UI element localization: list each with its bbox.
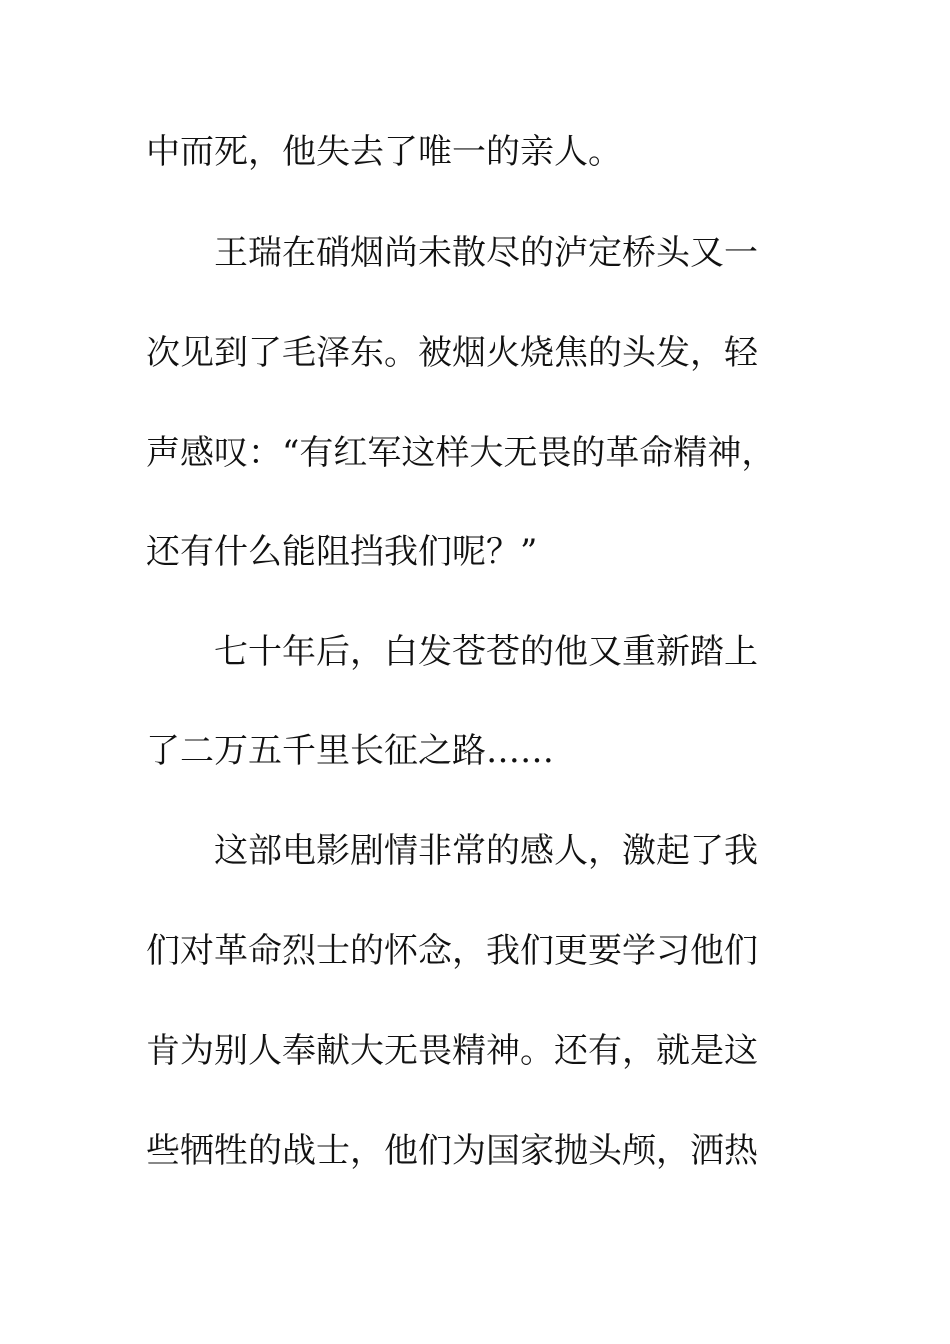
text-line-4: 声感叹：“有红军这样大无畏的革命精神， — [146, 433, 776, 473]
text-line-6: 七十年后，白发苍苍的他又重新踏上 — [146, 632, 758, 672]
text-line-5: 还有什么能阻挡我们呢？” — [146, 532, 538, 572]
text-line-8: 这部电影剧情非常的感人，激起了我 — [146, 831, 758, 871]
text-line-1: 中而死，他失去了唯一的亲人。 — [146, 132, 622, 172]
text-line-2: 王瑞在硝烟尚未散尽的泸定桥头又一 — [146, 233, 758, 273]
text-line-10: 肯为别人奉献大无畏精神。还有，就是这 — [146, 1031, 758, 1071]
text-line-7: 了二万五千里长征之路…… — [146, 731, 554, 771]
text-line-9: 们对革命烈士的怀念，我们更要学习他们 — [146, 931, 758, 971]
text-line-3: 次见到了毛泽东。被烟火烧焦的头发，轻 — [146, 333, 758, 373]
text-line-11: 些牺牲的战士，他们为国家抛头颅，洒热 — [146, 1131, 758, 1171]
